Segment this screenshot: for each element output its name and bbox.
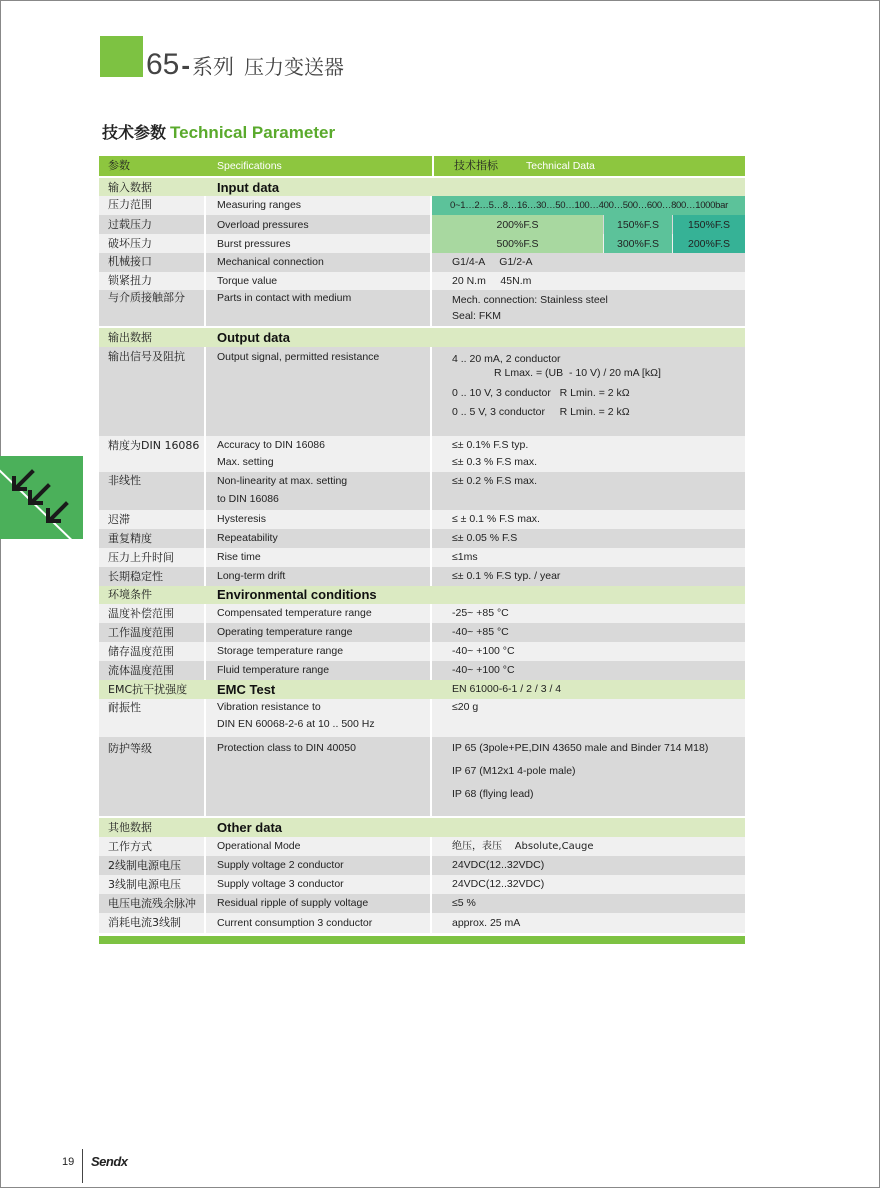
- cell-en: Supply voltage 2 conductor: [206, 856, 430, 875]
- brand-logo: Sendx: [91, 1154, 128, 1169]
- row-protection: [99, 737, 745, 816]
- row-hysteresis: [99, 510, 745, 529]
- cell-en-2: Max. setting: [217, 456, 274, 468]
- cell-value-1: Mech. connection: Stainless steel: [452, 294, 608, 306]
- overload-value-3: 150%F.S: [673, 215, 745, 234]
- cell-cn: 3线制电源电压: [99, 875, 204, 894]
- cell-en: Torque value: [206, 272, 430, 290]
- head-spec: Specifications: [217, 160, 282, 172]
- title-dash: -: [181, 50, 191, 80]
- cell-en: Output signal, permitted resistance: [206, 347, 430, 436]
- cell-value: -40~ +100 °C: [432, 642, 745, 661]
- row-overload: [99, 215, 745, 234]
- cell-cn: 重复精度: [99, 529, 204, 548]
- row-burst: [99, 234, 745, 253]
- row-output-signal: [99, 347, 745, 436]
- series-label: 系列: [192, 55, 235, 79]
- row-ripple: [99, 894, 745, 913]
- product-name: 压力变送器: [244, 55, 345, 79]
- row-supply-2: [99, 856, 745, 875]
- row-mechanical: [99, 253, 745, 272]
- cell-cn: 工作方式: [99, 837, 204, 856]
- row-nonlinearity: [99, 472, 745, 510]
- cell-value-2: ≤± 0.3 % F.S max.: [452, 456, 538, 468]
- section-title: [102, 120, 335, 143]
- section-title-en: Technical Parameter: [170, 123, 336, 142]
- cell-en: Repeatability: [206, 529, 430, 548]
- row-accuracy: [99, 436, 745, 472]
- cell-en: Operational Mode: [206, 837, 430, 856]
- footer-divider: [82, 1149, 83, 1183]
- cell-en: Storage temperature range: [206, 642, 430, 661]
- side-tab-arrows-icon: [0, 456, 83, 539]
- band-value: EN 61000-6-1 / 2 / 3 / 4: [452, 683, 562, 695]
- cell-value-2: Seal: FKM: [452, 310, 502, 322]
- band-other-data: [99, 818, 745, 837]
- cell-cn: 温度补偿范围: [99, 604, 204, 623]
- row-compensated-temp: [99, 604, 745, 623]
- section-title-cn: 技术参数: [102, 123, 167, 142]
- cell-value: ≤1ms: [432, 548, 745, 567]
- header-green-square: [100, 36, 143, 77]
- cell-value: 绝压，表压 Absolute,Cauge: [432, 837, 745, 856]
- cell-value: ≤5 %: [432, 894, 745, 913]
- cell-cn: 压力上升时间: [99, 548, 204, 567]
- burst-value-1: 500%F.S: [432, 234, 603, 253]
- band-cn: 其他数据: [108, 821, 152, 834]
- cell-en: Rise time: [206, 548, 430, 567]
- cell-value-1: IP 65 (3pole+PE,DIN 43650 male and Binder 714 M18): [452, 742, 709, 754]
- technical-parameter-table: [99, 156, 745, 944]
- signal-line-2: R Lmax. = (UB - 10 V) / 20 mA [kΩ]: [494, 367, 661, 379]
- cell-cn: 非线性: [99, 472, 204, 510]
- cell-cn: 破坏压力: [99, 234, 204, 253]
- cell-en: Residual ripple of supply voltage: [206, 894, 430, 913]
- cell-en: Parts in contact with medium: [206, 290, 430, 326]
- cell-value: ≤± 0.2 % F.S max.: [432, 472, 745, 510]
- row-rise-time: [99, 548, 745, 567]
- band-cn: 输出数据: [108, 331, 152, 344]
- cell-cn: 电压电流残余脉冲: [99, 894, 204, 913]
- cell-cn: 储存温度范围: [99, 642, 204, 661]
- cell-cn: 迟滞: [99, 510, 204, 529]
- row-long-term-drift: [99, 567, 745, 586]
- band-cn: 环境条件: [108, 588, 152, 601]
- row-contact: [99, 290, 745, 326]
- cell-en: Protection class to DIN 40050: [206, 737, 430, 816]
- cell-value-2: IP 67 (M12x1 4-pole male): [452, 765, 576, 777]
- burst-value-3: 200%F.S: [673, 234, 745, 253]
- band-input-data: [99, 178, 745, 196]
- series-number: 65: [146, 48, 180, 81]
- cell-value: ≤20 g: [432, 699, 745, 737]
- cell-en: Operating temperature range: [206, 623, 430, 642]
- cell-value: 20 N.m 45N.m: [432, 272, 745, 290]
- cell-value: 24VDC(12..32VDC): [432, 875, 745, 894]
- cell-en-1: Non-linearity at max. setting: [217, 475, 348, 487]
- cell-en: Fluid temperature range: [206, 661, 430, 680]
- table-bottom-bar: [99, 936, 745, 944]
- row-operational-mode: [99, 837, 745, 856]
- page-title: [146, 48, 344, 82]
- row-vibration: [99, 699, 745, 737]
- row-supply-3: [99, 875, 745, 894]
- cell-value: 24VDC(12..32VDC): [432, 856, 745, 875]
- burst-value-2: 300%F.S: [604, 234, 672, 253]
- cell-cn: 机械接口: [99, 253, 204, 272]
- cell-value-1: ≤± 0.1% F.S typ.: [452, 439, 529, 451]
- table-header-row: [99, 156, 745, 176]
- cell-cn: 流体温度范围: [99, 661, 204, 680]
- band-output-data: [99, 328, 745, 347]
- cell-en: Measuring ranges: [206, 196, 430, 215]
- cell-value: ≤ ± 0.1 % F.S max.: [432, 510, 745, 529]
- overload-value-2: 150%F.S: [604, 215, 672, 234]
- band-emc: [99, 680, 745, 699]
- page-number: 19: [62, 1156, 75, 1168]
- cell-en-2: to DIN 16086: [217, 493, 279, 505]
- cell-en-1: Vibration resistance to: [217, 701, 321, 713]
- row-repeatability: [99, 529, 745, 548]
- row-storage-temp: [99, 642, 745, 661]
- signal-line-3: 0 .. 10 V, 3 conductor R Lmin. = 2 kΩ: [452, 387, 630, 399]
- band-en: Output data: [217, 330, 290, 345]
- band-cn: 输入数据: [108, 181, 152, 194]
- band-en: Other data: [217, 820, 283, 835]
- cell-value: G1/4-A G1/2-A: [432, 253, 745, 272]
- cell-value: ≤± 0.1 % F.S typ. / year: [432, 567, 745, 586]
- cell-cn: 工作温度范围: [99, 623, 204, 642]
- signal-line-1: 4 .. 20 mA, 2 conductor: [452, 353, 561, 365]
- cell-cn: 长期稳定性: [99, 567, 204, 586]
- cell-cn: 消耗电流3线制: [99, 913, 204, 933]
- cell-cn: 2线制电源电压: [99, 856, 204, 875]
- band-en: EMC Test: [217, 682, 276, 697]
- cell-cn: 防护等级: [99, 737, 204, 816]
- signal-line-4: 0 .. 5 V, 3 conductor R Lmin. = 2 kΩ: [452, 406, 630, 418]
- cell-value: -25~ +85 °C: [432, 604, 745, 623]
- cell-en: Compensated temperature range: [206, 604, 430, 623]
- head-data: 技术指标 Technical Data: [432, 156, 745, 176]
- head-param: 参数: [108, 159, 130, 172]
- cell-en: Hysteresis: [206, 510, 430, 529]
- cell-cn: 锁紧扭力: [99, 272, 204, 290]
- cell-en: Long-term drift: [206, 567, 430, 586]
- cell-cn: 过载压力: [99, 215, 204, 234]
- cell-cn: 精度为DIN 16086: [99, 436, 204, 472]
- row-current: [99, 913, 745, 933]
- cell-value: ≤± 0.05 % F.S: [432, 529, 745, 548]
- band-cn: EMC抗干扰强度: [108, 683, 188, 696]
- row-measuring: [99, 196, 745, 215]
- cell-en: Supply voltage 3 conductor: [206, 875, 430, 894]
- cell-cn: 耐振性: [99, 699, 204, 737]
- row-torque: [99, 272, 745, 290]
- cell-cn: 压力范围: [99, 196, 204, 215]
- band-environmental: [99, 586, 745, 604]
- cell-en: Current consumption 3 conductor: [206, 913, 430, 933]
- cell-value: approx. 25 mA: [432, 913, 745, 933]
- band-en: Input data: [217, 180, 280, 195]
- cell-en: Mechanical connection: [206, 253, 430, 272]
- measuring-range-value: 0~1…2…5…8…16…30…50…100…400…500…600…800…1000bar: [432, 196, 745, 215]
- row-operating-temp: [99, 623, 745, 642]
- band-en: Environmental conditions: [217, 587, 377, 602]
- cell-cn: 输出信号及阻抗: [99, 347, 204, 436]
- overload-value-1: 200%F.S: [432, 215, 603, 234]
- row-fluid-temp: [99, 661, 745, 680]
- cell-value: -40~ +85 °C: [432, 623, 745, 642]
- cell-en-2: DIN EN 60068-2-6 at 10 .. 500 Hz: [217, 718, 375, 730]
- cell-en-1: Accuracy to DIN 16086: [217, 439, 325, 451]
- cell-value: -40~ +100 °C: [432, 661, 745, 680]
- cell-cn: 与介质接触部分: [99, 290, 204, 326]
- cell-en: Overload pressures: [206, 215, 430, 234]
- cell-en: Burst pressures: [206, 234, 430, 253]
- cell-value-3: IP 68 (flying lead): [452, 788, 534, 800]
